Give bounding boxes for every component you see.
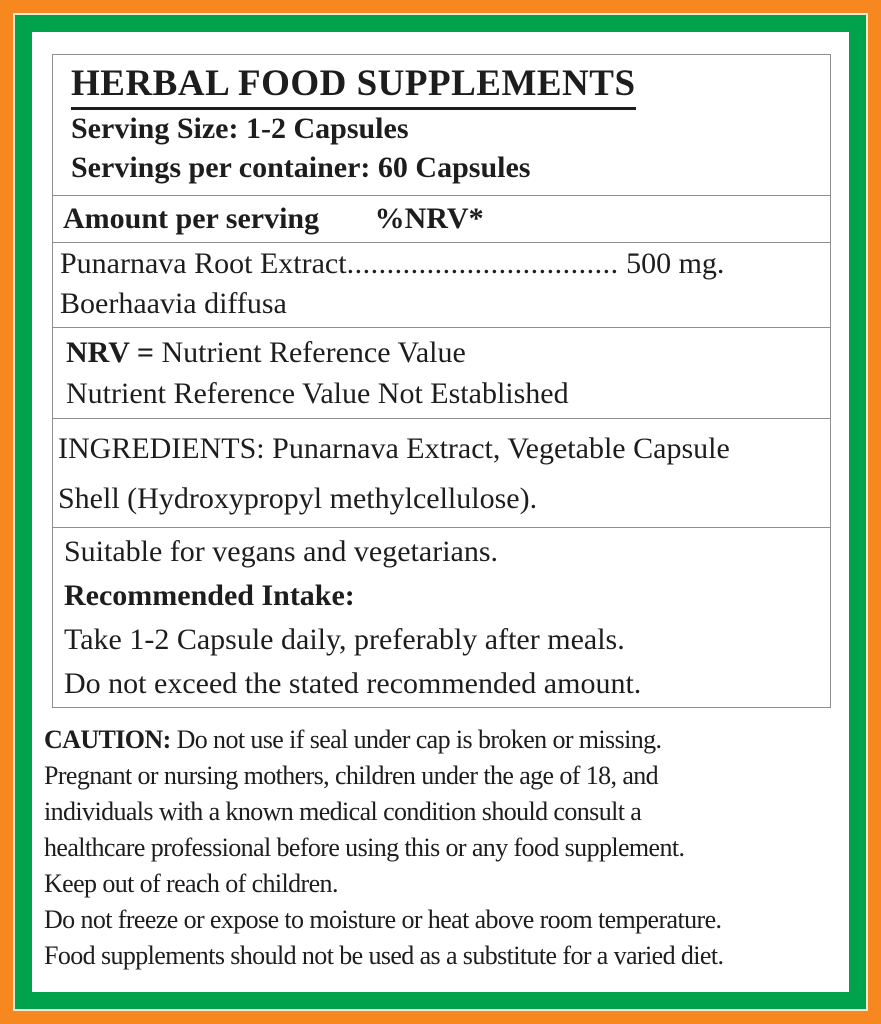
caution-line: Keep out of reach of children. (44, 869, 338, 898)
caution-line (44, 722, 849, 758)
botanical-name: Boerhaavia diffusa (60, 287, 287, 320)
caution-line: individuals with a known medical condition should consult a (44, 797, 642, 826)
active-ingredient-amount: 500 mg. (618, 247, 725, 280)
ingredients-row (53, 418, 830, 527)
active-ingredient-row (53, 242, 830, 327)
servings-per-container-line: Servings per container: 60 Capsules (71, 151, 531, 184)
nrv-definition-line (66, 332, 820, 373)
amount-per-serving-row (53, 195, 830, 242)
caution-line: Pregnant or nursing mothers, children under the age of 18, and (44, 761, 659, 790)
caution-label: CAUTION: (44, 725, 171, 754)
label-content (32, 32, 849, 992)
nrv-not-established-line: Nutrient Reference Value Not Established (66, 377, 569, 410)
vegan-suitability-line: Suitable for vegans and vegetarians. (64, 535, 499, 568)
caution-line: Do not freeze or expose to moisture or heat above room temperature. (44, 905, 722, 934)
intake-instruction-line: Take 1-2 Capsule daily, preferably after meals. (64, 623, 625, 656)
serving-size-line: Serving Size: 1-2 Capsules (71, 112, 409, 145)
ingredients-line-2: Shell (Hydroxypropyl methylcellulose). (58, 482, 538, 515)
leader-dots: .................................. (346, 247, 619, 280)
green-frame (15, 15, 866, 1009)
active-ingredient-name: Punarnava Root Extract (60, 247, 347, 280)
nrv-definition: Nutrient Reference Value (154, 336, 466, 369)
usage-row (53, 527, 830, 707)
nrv-column-label: %NRV* (374, 202, 484, 235)
cream-frame (13, 13, 868, 1011)
intake-limit-line: Do not exceed the stated recommended amount. (64, 667, 642, 700)
amount-per-serving-label: Amount per serving (63, 202, 320, 235)
nrv-abbrev: NRV = (66, 336, 154, 369)
nrv-note-row (53, 327, 830, 418)
active-ingredient-line (60, 244, 820, 284)
caution-line: healthcare professional before using this or any food supplement. (44, 833, 685, 862)
ingredients-line-1: INGREDIENTS: Punarnava Extract, Vegetable Capsule (58, 432, 730, 465)
caution-text: Do not use if seal under cap is broken or missing. (176, 725, 662, 754)
panel-title (71, 64, 820, 104)
caution-block (44, 722, 849, 974)
recommended-intake-heading: Recommended Intake: (64, 579, 355, 612)
supplement-facts-panel (52, 54, 831, 708)
caution-line: Food supplements should not be used as a substitute for a varied diet. (44, 941, 724, 970)
panel-title-text: HERBAL FOOD SUPPLEMENTS (71, 63, 636, 110)
header-row (53, 55, 830, 195)
